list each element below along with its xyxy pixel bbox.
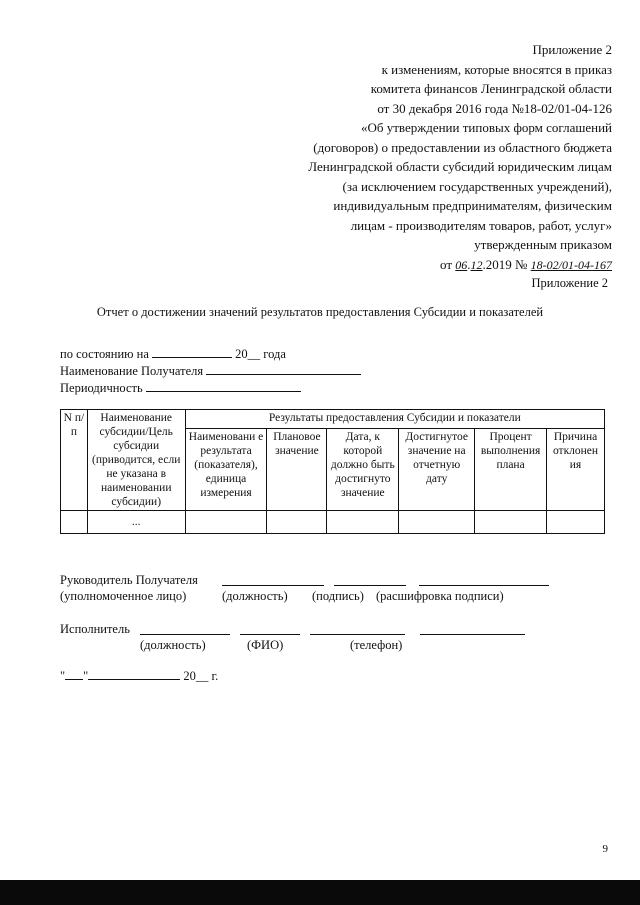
header-line: «Об утверждении типовых форм соглашений: [360, 120, 612, 135]
table-cell[interactable]: [267, 511, 327, 534]
executor-name-line-2[interactable]: [310, 634, 405, 635]
as-of-row: [60, 346, 361, 363]
caption-decoding: (расшифровка подписи): [376, 589, 504, 603]
col-planned-header: Плановое значение: [267, 429, 327, 511]
executor-label: Исполнитель: [60, 622, 130, 636]
report-fields: [60, 346, 361, 397]
as-of-label: по состоянию на: [60, 347, 149, 361]
table-cell[interactable]: [475, 511, 547, 534]
table-cell-placeholder[interactable]: ...: [87, 511, 185, 534]
caption-authorized: (уполномоченное лицо): [60, 589, 187, 603]
date-day-blank[interactable]: [65, 668, 83, 680]
date-month-blank[interactable]: [88, 668, 180, 680]
periodicity-label: Периодичность: [60, 381, 143, 395]
table-header-row: [61, 410, 605, 429]
col-subsidy-header: Наименование субсидии/Цель субсидии (приводится, если не указана в наименовании субсидии): [87, 410, 185, 511]
order-date-sep: .: [467, 256, 471, 272]
page-number: 9: [602, 843, 608, 855]
order-prefix: от: [440, 256, 453, 272]
col-achieved-header: Достигнутое значение на отчетную дату: [399, 429, 475, 511]
head-decoding-line[interactable]: [419, 585, 549, 586]
caption-executor-position: (должность): [140, 638, 206, 652]
header-line: к изменениям, которые вносятся в приказ: [381, 61, 612, 77]
header-line: Ленинградской области субсидий юридическим лицам: [308, 159, 612, 174]
col-number-header: N п/п: [61, 410, 88, 511]
date-year: 20__ г.: [183, 669, 219, 683]
table-cell[interactable]: [327, 511, 399, 534]
col-result-name-header: Наименовани е результата (показателя), единица измерения: [185, 429, 267, 511]
col-reason-header: Причина отклонен ия: [547, 429, 605, 511]
order-date-month: 12: [470, 257, 483, 272]
table-cell[interactable]: [399, 511, 475, 534]
executor-phone-line[interactable]: [420, 634, 525, 635]
table-cell[interactable]: [185, 511, 267, 534]
group-header: Результаты предоставления Субсидии и показатели: [185, 410, 604, 429]
col-percent-header: Процент выполнения плана: [475, 429, 547, 511]
appendix-label: Приложение 2: [531, 276, 608, 290]
head-label: Руководитель Получателя: [60, 573, 198, 587]
caption-signature: (подпись): [312, 589, 364, 603]
header-line: Приложение 2: [532, 42, 612, 57]
results-table: [60, 409, 605, 534]
periodicity-row: [60, 380, 361, 397]
col-target-date-header: Дата, к которой должно быть достигнуто значение: [327, 429, 399, 511]
order-date-year: .2019 №: [482, 256, 528, 272]
scan-bottom-border: [0, 880, 640, 905]
table-cell[interactable]: [61, 511, 88, 534]
executor-name-line[interactable]: [240, 634, 300, 635]
executor-position-line[interactable]: [140, 634, 230, 635]
caption-executor-phone: (телефон): [350, 638, 403, 652]
header-line: утвержденным приказом: [474, 237, 612, 252]
header-line: от 30 декабря 2016 года №18-02/01-04-126: [377, 100, 612, 116]
head-position-line[interactable]: [222, 585, 324, 586]
order-date-line: [212, 255, 612, 276]
approval-header: [212, 40, 612, 275]
header-line: (договоров) о предоставлении из областного бюджета: [313, 139, 612, 155]
caption-executor-name: (ФИО): [247, 638, 284, 652]
caption-position: (должность): [222, 589, 288, 603]
date-quote-close: ": [83, 669, 89, 683]
recipient-blank[interactable]: [206, 363, 361, 375]
order-number: 18-02/01-04-167: [530, 257, 612, 272]
header-line: (за исключением государственных учреждений),: [342, 178, 612, 194]
recipient-row: [60, 363, 361, 380]
order-date-day: 06: [455, 257, 468, 272]
header-line: индивидуальным предпринимателям, физическим: [333, 198, 612, 213]
head-signature-line[interactable]: [334, 585, 406, 586]
table-cell[interactable]: [547, 511, 605, 534]
as-of-date-blank[interactable]: [152, 346, 232, 358]
date-line: [60, 668, 218, 684]
header-line: комитета финансов Ленинградской области: [370, 81, 612, 96]
periodicity-blank[interactable]: [146, 380, 301, 392]
recipient-label: Наименование Получателя: [60, 364, 204, 378]
date-quote-open: ": [60, 669, 66, 683]
table-row: [61, 511, 605, 534]
document-title: Отчет о достижении значений результатов предоставления Субсидии и показателей: [96, 305, 544, 319]
header-line: лицам - производителям товаров, работ, услуг»: [350, 217, 612, 233]
as-of-year: 20__ года: [235, 347, 286, 361]
